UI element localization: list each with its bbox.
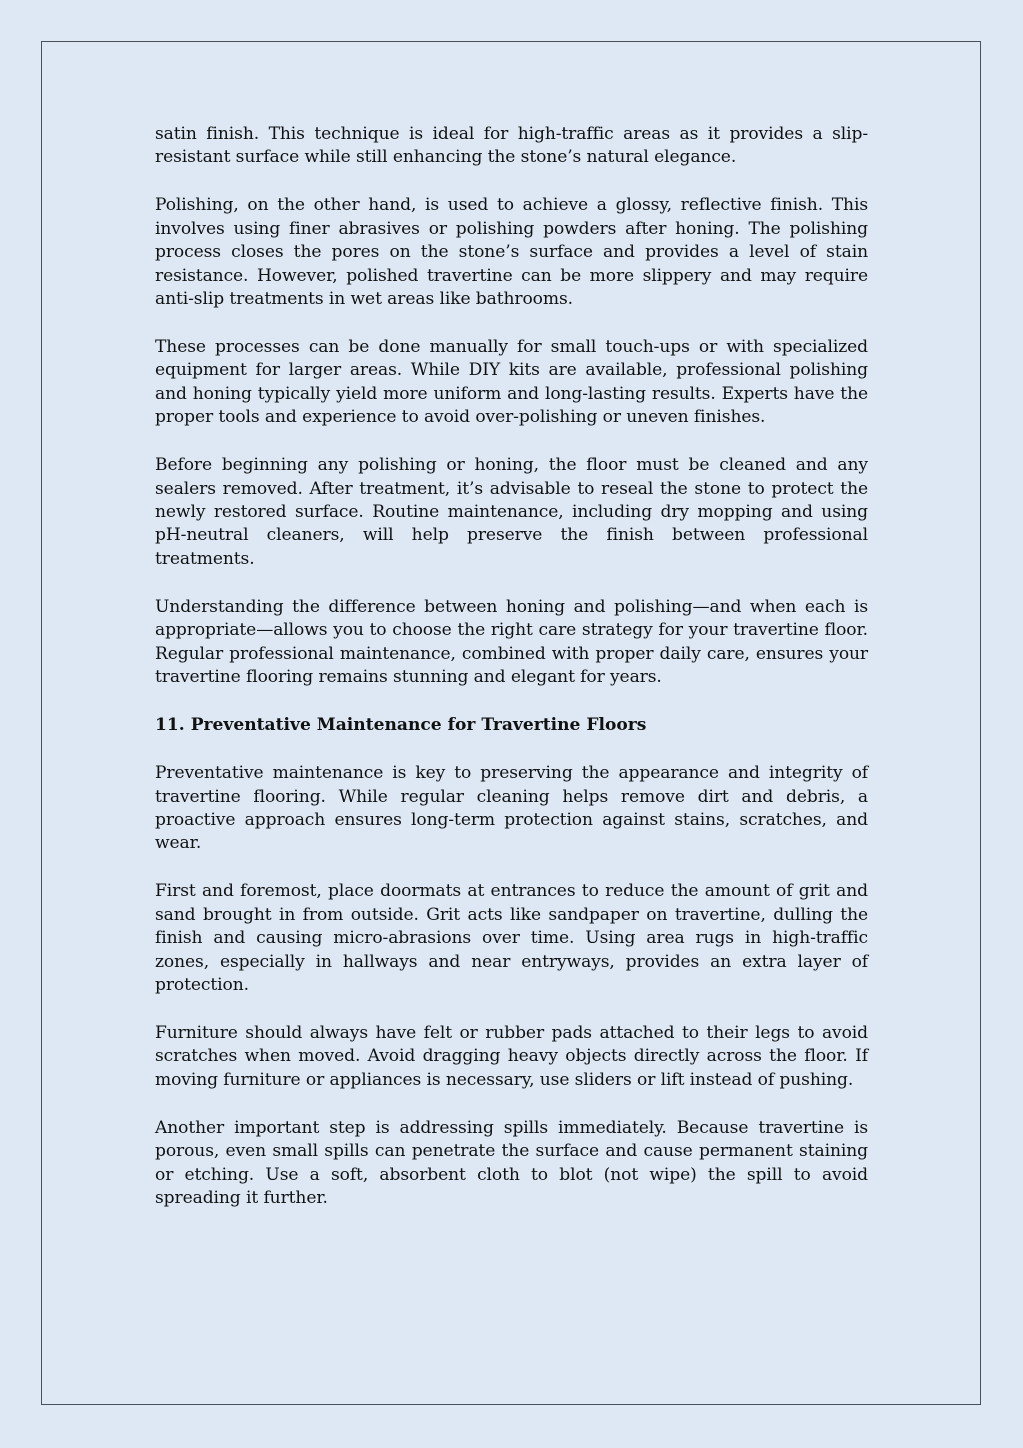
paragraph-understanding: Understanding the difference between honing and polishing—and when each is appropriate—allows you to choose the right care strategy for your travertine floor. Regular professional maintenance, combined with proper daily care, ensures your travertine flooring remains stunning and elegant for years. <box>155 596 868 688</box>
document-body <box>155 123 868 1235</box>
paragraph-doormats: First and foremost, place doormats at entrances to reduce the amount of grit and sand brought in from outside. Grit acts like sandpaper on travertine, dulling the finish and causing micro-abrasions over time. Using area rugs in high-traffic zones, especially in hallways and near entryways, provides an extra layer of protection. <box>155 881 868 995</box>
paragraph-processes: These processes can be done manually for small touch-ups or with specialized equipment for larger areas. While DIY kits are available, professional polishing and honing typically yield more uniform and long-lasting results. Experts have the proper tools and experience to avoid over-polishing or uneven finishes. <box>155 337 868 428</box>
paragraph-spills: Another important step is addressing spills immediately. Because travertine is porous, even small spills can penetrate the surface and cause permanent staining or etching. Use a soft, absorbent cloth to blot (not wipe) the spill to avoid spreading it further. <box>155 1117 868 1208</box>
paragraph-furniture: Furniture should always have felt or rubber pads attached to their legs to avoid scratches when moved. Avoid dragging heavy objects directly across the floor. If moving furniture or appliances is necessary, use sliders or lift instead of pushing. <box>155 1022 868 1090</box>
section-heading: 11. Preventative Maintenance for Travertine Floors <box>155 715 647 736</box>
paragraph-polishing: Polishing, on the other hand, is used to achieve a glossy, reflective finish. This involves using finer abrasives or polishing powders after honing. The polishing process closes the pores on the stone’s surface and provides a level of stain resistance. However, polished travertine can be more slippery and may require anti-slip treatments in wet areas like bathrooms. <box>155 195 868 310</box>
paragraph-before-beginning: Before beginning any polishing or honing, the floor must be cleaned and any sealers removed. After treatment, it’s advisable to reseal the stone to protect the newly restored surface. Routine maintenance, including dry mopping and using pH-neutral cleaners, will help preserve the finish between professional treatments. <box>155 455 868 569</box>
paragraph-preventative-intro: Preventative maintenance is key to preserving the appearance and integrity of travertine flooring. While regular cleaning helps remove dirt and debris, a proactive approach ensures long-term protection against stains, scratches, and wear. <box>155 763 868 854</box>
paragraph-satin-finish: satin finish. This technique is ideal for high-traffic areas as it provides a slip-resistant surface while still enhancing the stone’s natural elegance. <box>155 124 868 168</box>
